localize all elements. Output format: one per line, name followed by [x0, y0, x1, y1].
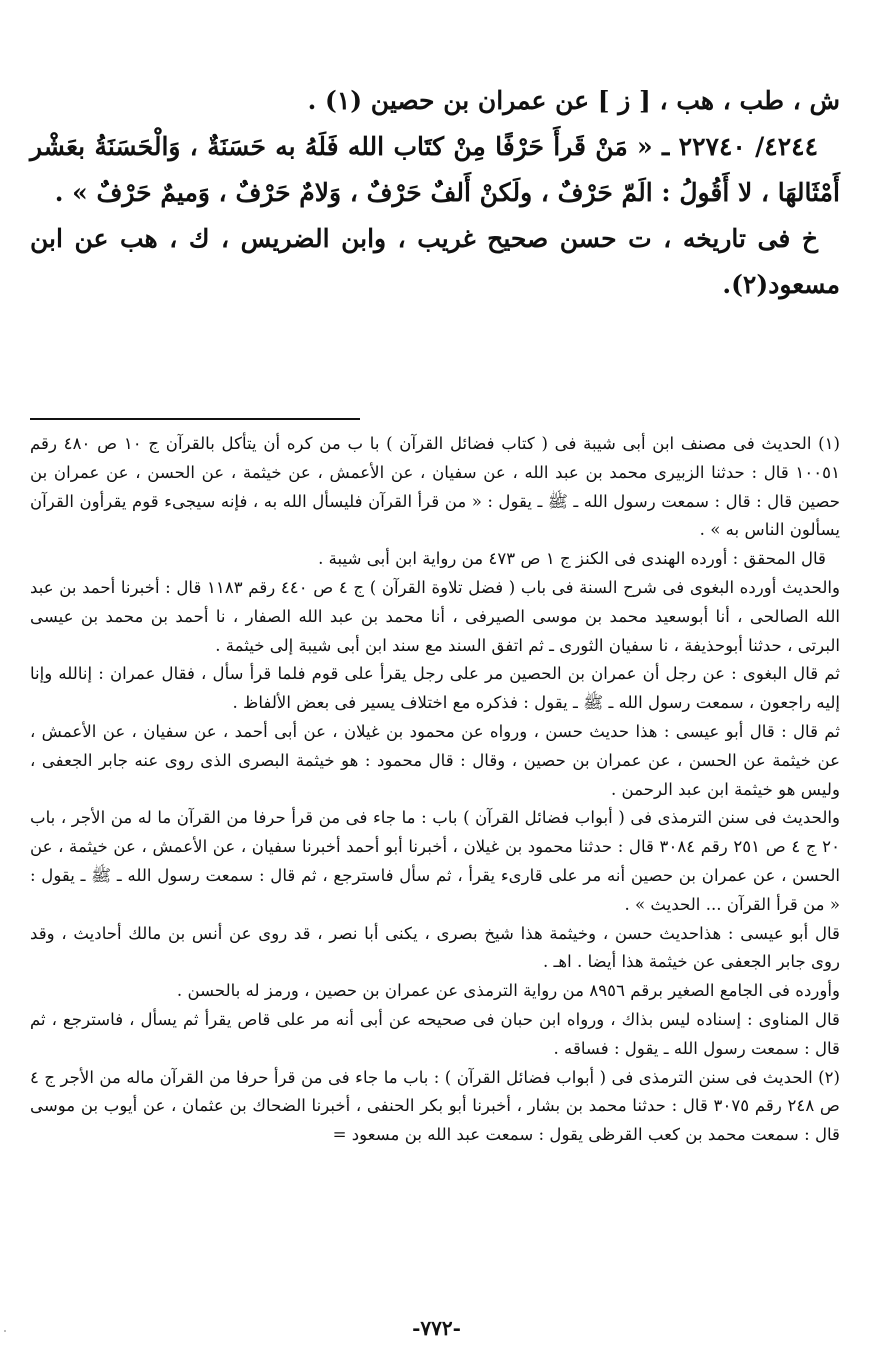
- footnote-paragraph: قال المناوى : إسناده ليس بذاك ، ورواه ابن حبان فى صحيحه عن أبى أنه مر على قاص يقرأ ثم يسأل ، فاسترجع ، ثم قال : سمعت رسول الله ـ يقول : فساقه .: [30, 1009, 840, 1058]
- scan-speck: [4, 1330, 6, 1332]
- footnotes: [30, 430, 840, 1150]
- footnote-1: (١) الحديث فى مصنف ابن أبى شيبة فى ( كتاب فضائل القرآن ) با ب من كره أن يتأكل بالقرآن ج ١٠ ص ٤٨٠ رقم ١٠٠٥١ قال : حدثنا الزبيرى محمد بن عبد الله ، عن سفيان ، عن الأعمش ، عن خيثمة ، عن الحسن ، عن عمران بن حصين قال : قال : سمعت رسول الله ـ ﷺ ـ يقول : « من قرأ القرآن فليسأل الله به ، فإنه سيجىء قوم يقرأون القرآن يسألون الناس به » .: [30, 434, 840, 540]
- footnote-paragraph: وأورده فى الجامع الصغير برقم ٨٩٥٦ من رواية الترمذى عن عمران بن حصين ، ورمز له بالحسن .: [176, 981, 840, 1001]
- hadith-text: ٤٢٤٤/ ٢٢٧٤٠ ـ « مَنْ قَرأَ حَرْفًا مِنْ كتَاب الله فَلَهُ به حَسَنَةٌ ، وَالْحَسَنَةُ بعَشْر أَمْثَالهَا ، لا أَقُولُ : الَمّ حَرْفٌ ، ولَكنْ أَلفٌ حَرْفٌ ، وَلامٌ حَرْفٌ ، وَميمٌ حَرْفٌ » .: [30, 132, 840, 207]
- footnote-paragraph: والحديث أورده البغوى فى شرح السنة فى باب ( فضل تلاوة القرآن ) ج ٤ ص ٤٤٠ رقم ١١٨٣ قال : أخبرنا أحمد بن عبد الله الصالحى ، أنا أبوسعيد محمد بن موسى الصيرفى ، أنا محمد بن عبد الله الصفار ، نا أحمد بن محمد بن عيسى البرتى ، حدثنا أبوحذيفة ، نا سفيان الثورى ـ ثم اتفق السند مع سند ابن أبى شيبة إلى خيثمة .: [30, 577, 841, 655]
- footnote-2: (٢) الحديث فى سنن الترمذى فى ( أبواب فضائل القرآن ) : باب ما جاء فى من قرأ حرفا من القرآن ماله من الأجر ج ٤ ص ٢٤٨ رقم ٣٠٧٥ قال : حدثنا محمد بن بشار ، أخبرنا أبو بكر الحنفى ، أخبرنا الضحاك بن عثمان ، عن أيوب بن موسى قال : سمعت محمد بن كعب القرظى يقول : سمعت عبد الله بن مسعود =: [30, 1067, 840, 1145]
- source-line-1: ش ، طب ، هب ، [ ز ] عن عمران بن حصين (١) .: [307, 86, 840, 115]
- footnote-paragraph: قال المحقق : أورده الهندى فى الكنز ج ١ ص ٤٧٣ من رواية ابن أبى شيبة .: [318, 549, 826, 569]
- footnote-paragraph: ثم قال : قال أبو عيسى : هذا حديث حسن ، ورواه عن محمود بن غيلان ، عن أبى أحمد ، عن سفيان ، عن الأعمش ، عن خيثمة عن الحسن ، عن عمران بن حصين ، وقال : قال محمود : هو خيثمة البصرى الذى روى عنه جابر الجعفى ، وليس هو خيثمة ابن عبد الرحمن .: [30, 721, 840, 799]
- footnote-paragraph: ثم قال البغوى : عن رجل أن عمران بن الحصين مر على رجل يقرأ على قوم فلما قرأ سأل ، فقال عمران : إنالله وإنا إليه راجعون ، سمعت رسول الله ـ ﷺ ـ يقول : فذكره مع اختلاف يسير فى بعض الألفاظ .: [30, 664, 840, 713]
- main-text: [30, 78, 840, 308]
- page-number: -٧٧٢-: [412, 1316, 461, 1340]
- page-body: [30, 78, 841, 1145]
- footnote-divider: [30, 418, 360, 420]
- source-line-2: خ فى تاريخه ، ت حسن صحيح غريب ، وابن الضريس ، ك ، هب عن ابن مسعود(٢).: [30, 224, 840, 299]
- footnote-paragraph: قال أبو عيسى : هذاحديث حسن ، وخيثمة هذا شيخ بصرى ، يكنى أبا نصر ، قد روى عن أنس بن مالك أحاديث ، وقد روى جابر الجعفى عن خيثمة هذا أيضا . اهـ .: [30, 923, 840, 972]
- footnote-paragraph: والحديث فى سنن الترمذى فى ( أبواب فضائل القرآن ) باب : ما جاء فى من قرأ حرفا من القرآن ما له من الأجر ، باب ٢٠ ج ٤ ص ٢٥١ رقم ٣٠٨٤ قال : حدثنا محمود بن غيلان ، أخبرنا أبو أحمد أخبرنا سفيان ، عن الأعمش ، عن خيثمة ، عن الحسن ، عن عمران بن حصين أنه مر على قارىء يقرأ ، ثم سأل فاسترجع ، ثم قال : سمعت رسول الله ـ ﷺ ـ يقول : « من قرأ القرآن ... الحديث » .: [30, 808, 840, 914]
